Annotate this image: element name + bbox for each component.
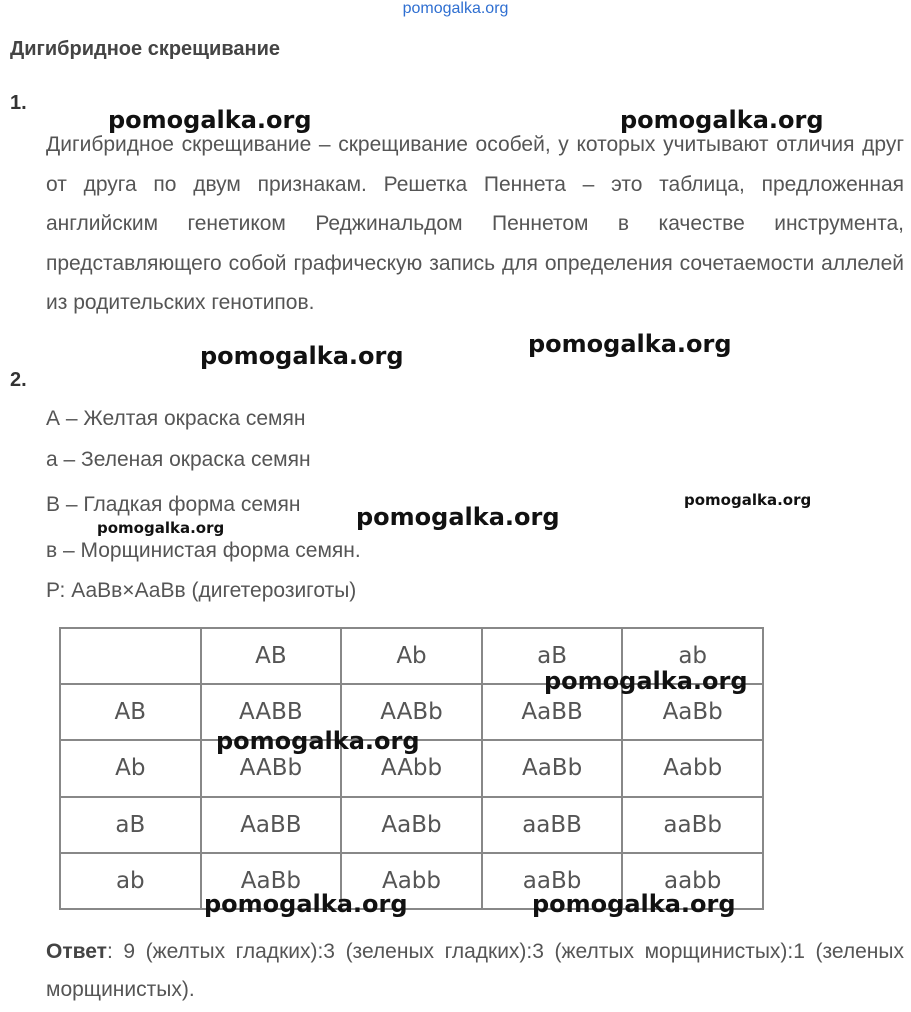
table-cell: AABb [341,684,482,740]
table-row-header: ab [60,853,201,909]
site-header-link[interactable]: pomogalka.org [402,0,509,17]
table-header-cell: aB [482,628,623,684]
section-1-number: 1. [10,92,27,114]
table-cell: Aabb [622,740,763,796]
table-header-cell: ab [622,628,763,684]
allele-line: а – Зеленая окраска семян [46,448,311,471]
answer-label: Ответ [46,940,107,963]
table-row-header: Ab [60,740,201,796]
allele-line: в – Морщинистая форма семян. [46,539,361,562]
table-cell: AaBb [341,797,482,853]
table-cell: Aabb [341,853,482,909]
table-cell: AaBb [622,684,763,740]
watermark: pomogalka.org [544,667,748,695]
table-cell: AaBb [482,740,623,796]
table-cell: aaBb [622,797,763,853]
table-cell: AaBB [201,797,342,853]
table-header-cell [60,628,201,684]
table-cell: aaBb [482,853,623,909]
watermark: pomogalka.org [97,519,225,537]
watermark: pomogalka.org [356,503,560,531]
table-cell: aaBB [482,797,623,853]
table-row [60,797,763,853]
parents-line: Р: АаВв×АаВв (дигетерозиготы) [46,579,357,602]
table-header-cell: AB [201,628,342,684]
watermark: pomogalka.org [204,890,408,918]
table-row-header: aB [60,797,201,853]
table-cell: AABb [201,740,342,796]
table-cell: AaBb [201,853,342,909]
watermark: pomogalka.org [200,342,404,370]
section-2-number: 2. [10,369,27,391]
table-cell: AAbb [341,740,482,796]
page-title: Дигибридное скрещивание [10,38,280,60]
watermark: pomogalka.org [620,106,824,134]
table-header-cell: Ab [341,628,482,684]
watermark: pomogalka.org [532,890,736,918]
allele-line: А – Желтая окраска семян [46,407,306,430]
table-cell: AaBB [482,684,623,740]
watermark: pomogalka.org [216,727,420,755]
allele-line: В – Гладкая форма семян [46,493,301,516]
watermark: pomogalka.org [528,330,732,358]
section-1-text: Дигибридное скрещивание – скрещивание особей, у которых учитывают отличия друг от друга по двум признакам. Решетка Пеннета – это таблица, предложенная английским генетиком Реджинальдом Пеннетом в качестве инструмента, представляющего собой графическую запись для определения сочетаемости аллелей из родительских генотипов. [46,133,904,315]
table-row-header: AB [60,684,201,740]
table-cell: aabb [622,853,763,909]
answer-text: : 9 (желтых гладких):3 (зеленых гладких):3 (желтых морщинистых):1 (зеленых морщинистых). [46,940,904,1001]
watermark: pomogalka.org [684,491,812,509]
watermark: pomogalka.org [108,106,312,134]
table-cell: AABB [201,684,342,740]
answer-paragraph [46,933,904,1009]
